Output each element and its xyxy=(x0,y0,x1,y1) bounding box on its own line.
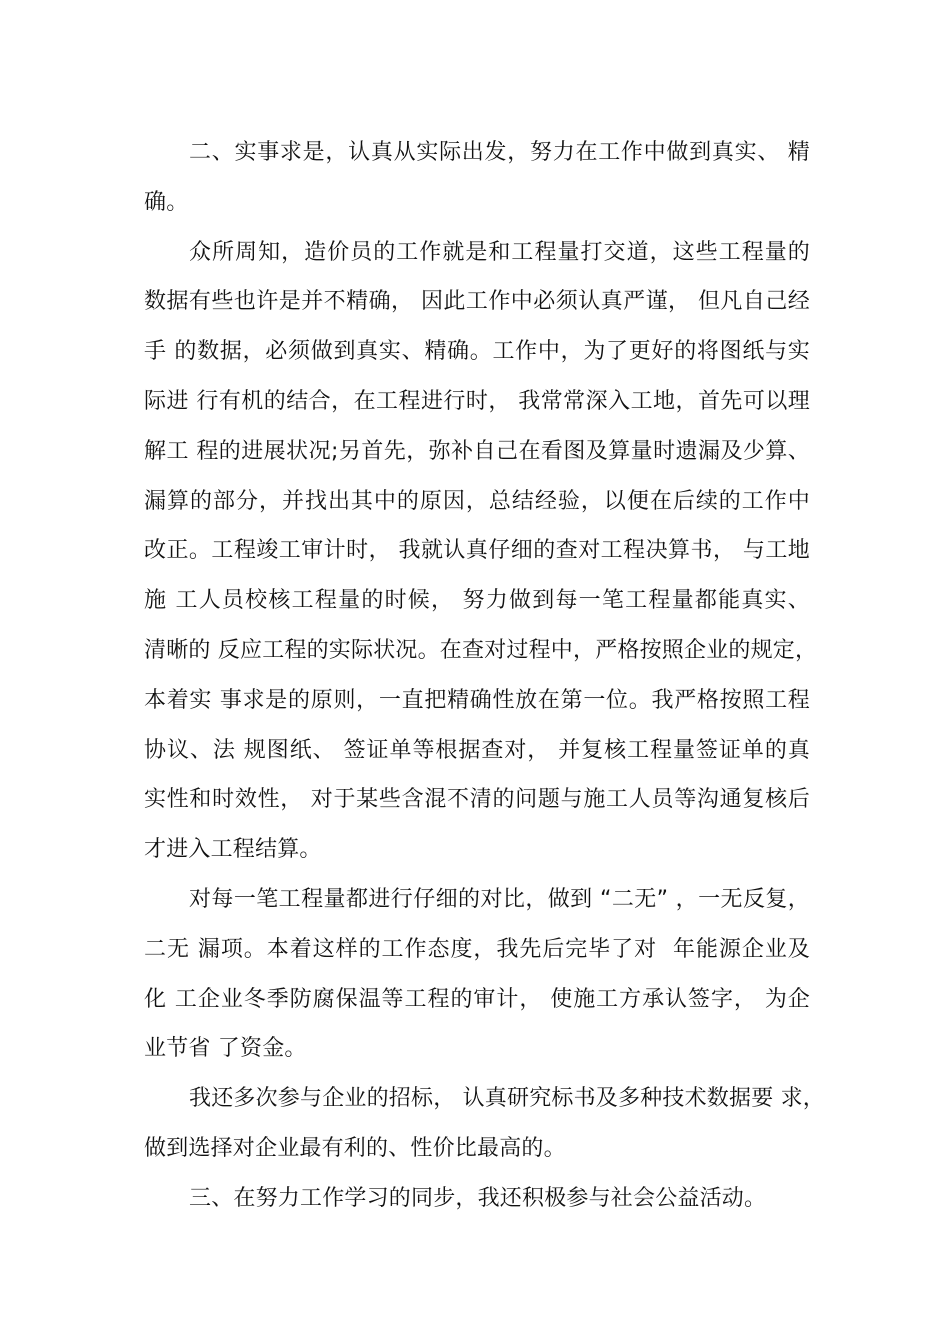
text-line: 施 工人员校核工程量的时候， 努力做到每一笔工程量都能真实、 xyxy=(144,588,810,614)
text-line: 二、实事求是，认真从实际出发，努力在工作中做到真实、 精 xyxy=(189,140,810,165)
text-line: 我还多次参与企业的招标， 认真研究标书及多种技术数据要 求， xyxy=(189,1086,825,1112)
paragraph-accuracy-details xyxy=(144,228,818,875)
text-line: 协议、法 规图纸、 签证单等根据查对， 并复核工程量签证单的真 xyxy=(144,737,810,763)
text-line: 众所周知，造价员的工作就是和工程量打交道，这些工程量的 xyxy=(189,239,810,265)
text-line: 解工 程的进展状况;另首先，弥补自己在看图及算量时遗漏及少算、 xyxy=(144,438,810,464)
paragraph-section-three-heading xyxy=(144,1174,810,1224)
text-line: 改正。工程竣工审计时， 我就认真仔细的查对工程决算书， 与工地 xyxy=(144,538,810,564)
paragraph-bidding xyxy=(144,1074,825,1174)
text-line: 才进入工程结算。 xyxy=(144,837,322,863)
paragraph-section-two-heading xyxy=(144,128,810,228)
paragraph-comparison xyxy=(144,875,810,1074)
text-line: 实性和时效性， 对于某些含混不清的问题与施工人员等沟通复核后 xyxy=(144,787,810,813)
text-line: 手 的数据，必须做到真实、精确。工作中，为了更好的将图纸与实 xyxy=(144,339,810,365)
text-line: 对每一笔工程量都进行仔细的对比，做到 “二无” ，一无反复， xyxy=(189,886,810,912)
text-line: 数据有些也许是并不精确， 因此工作中必须认真严谨， 但凡自己经 xyxy=(144,289,810,315)
text-line: 确。 xyxy=(144,189,189,215)
text-line: 做到选择对企业最有利的、性价比最高的。 xyxy=(144,1135,566,1161)
text-line: 业节省 了资金。 xyxy=(144,1036,307,1062)
text-line: 清晰的 反应工程的实际状况。在查对过程中，严格按照企业的规定， xyxy=(144,637,818,663)
text-line: 化 工企业冬季防腐保温等工程的审计， 使施工方承认签字， 为企 xyxy=(144,986,810,1012)
text-line: 漏算的部分，并找出其中的原因，总结经验，以便在后续的工作中 xyxy=(144,488,810,514)
text-line: 际进 行有机的结合，在工程进行时， 我常常深入工地，首先可以理 xyxy=(144,388,810,414)
document-body xyxy=(144,128,825,1224)
text-line: 二无 漏项。本着这样的工作态度，我先后完毕了对 年能源企业及 xyxy=(144,936,810,962)
text-line: 三、在努力工作学习的同步，我还积极参与社会公益活动。 xyxy=(189,1185,767,1211)
text-line: 本着实 事求是的原则，一直把精确性放在第一位。我严格按照工程 xyxy=(144,687,810,713)
